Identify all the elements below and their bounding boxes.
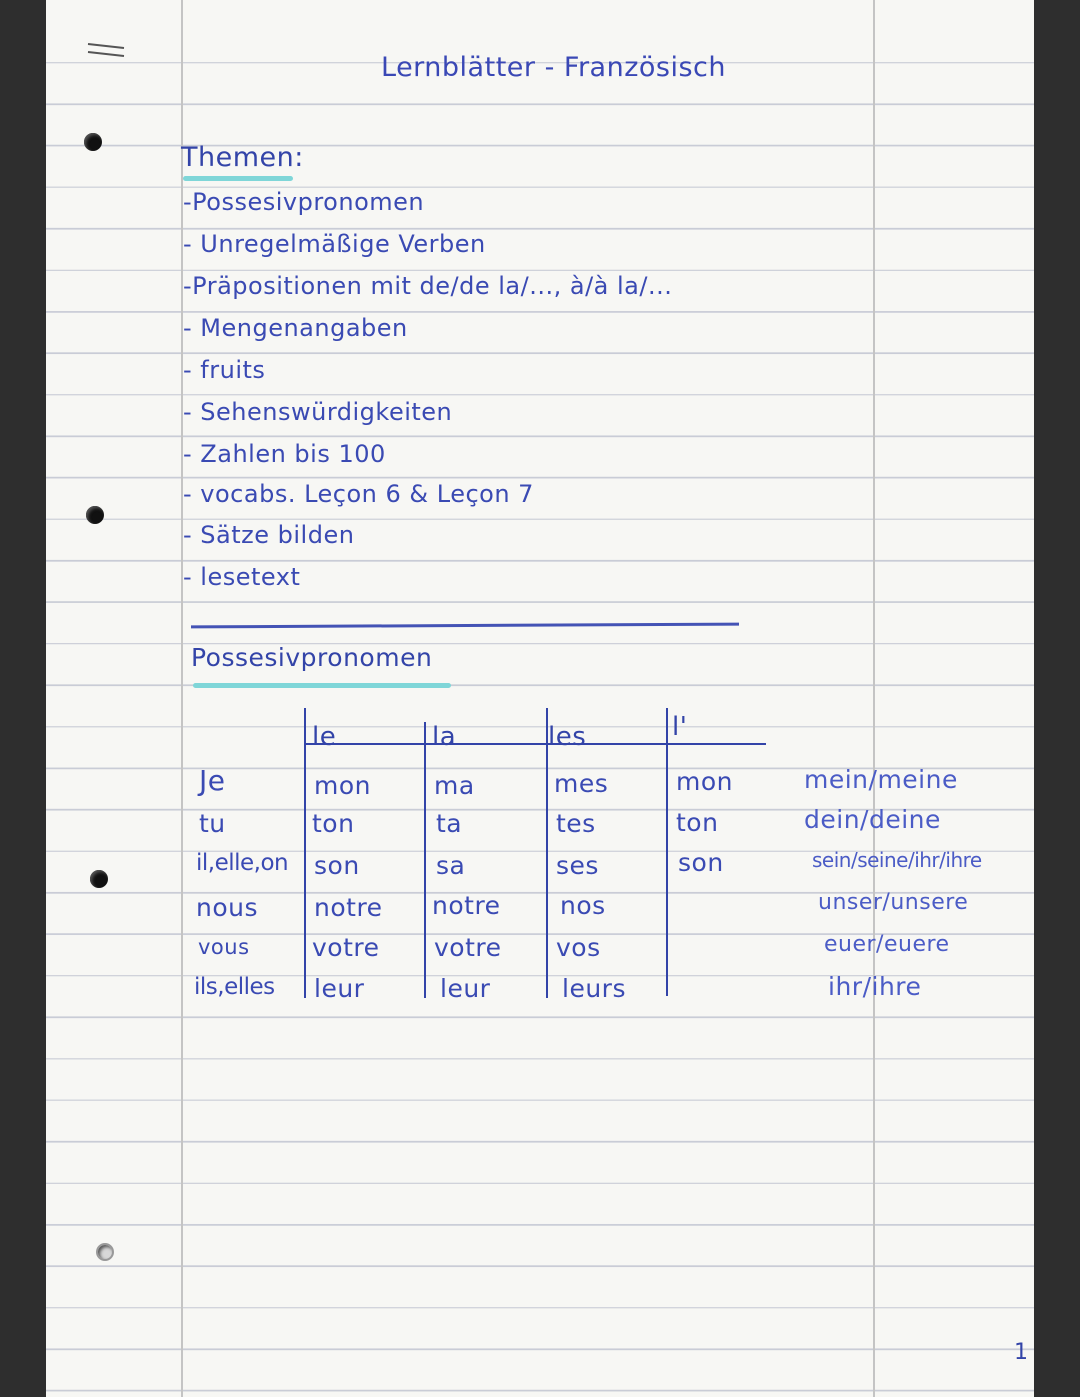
topic-item: - lesetext	[183, 563, 301, 591]
topic-item: - vocabs. Leçon 6 & Leçon 7	[183, 480, 534, 508]
section-title-highlight	[193, 683, 451, 688]
table-cell-pronoun: nous	[196, 893, 259, 922]
table-cell-german: mein/meine	[804, 765, 958, 794]
punch-hole	[90, 870, 108, 888]
table-column-divider	[304, 708, 306, 998]
table-header-line	[304, 743, 766, 745]
table-cell-la: ta	[436, 809, 463, 838]
table-cell-les: nos	[560, 891, 606, 920]
table-cell-le: son	[314, 851, 360, 880]
pen-scribble-mark	[86, 34, 126, 64]
topic-item: - Zahlen bis 100	[183, 440, 386, 468]
table-cell-les: tes	[556, 809, 596, 838]
section-separator	[191, 623, 739, 629]
table-cell-german: dein/deine	[804, 805, 941, 834]
topic-item: - Unregelmäßige Verben	[183, 230, 486, 258]
table-header-la: la	[432, 722, 457, 752]
topic-item: - fruits	[183, 356, 266, 384]
table-cell-pronoun: il,elle,on	[196, 850, 289, 876]
topic-item: - Sehenswürdigkeiten	[183, 398, 453, 426]
table-cell-pronoun: Je	[199, 764, 226, 797]
table-column-divider	[424, 722, 426, 998]
table-cell-german: euer/euere	[824, 932, 950, 957]
topics-heading: Themen:	[181, 142, 304, 173]
topic-item: -Possesivpronomen	[183, 188, 425, 216]
topic-item: - Mengenangaben	[183, 314, 408, 342]
right-margin-line	[873, 0, 875, 1397]
page-number: 1	[1014, 1340, 1029, 1365]
table-cell-la: sa	[436, 851, 466, 880]
table-cell-german: sein/seine/ihr/ihre	[812, 848, 982, 872]
table-cell-les: mes	[554, 769, 609, 798]
table-cell-pronoun: tu	[199, 809, 226, 838]
table-column-divider	[666, 708, 668, 996]
punch-hole	[86, 506, 104, 524]
table-cell-le: leur	[314, 974, 365, 1003]
table-cell-les: ses	[556, 851, 599, 880]
table-cell-pronoun: ils,elles	[194, 974, 275, 1000]
table-cell-german: unser/unsere	[818, 890, 969, 915]
notebook-page	[46, 0, 1034, 1397]
table-cell-le: ton	[312, 809, 355, 838]
table-cell-la: ma	[434, 771, 475, 800]
table-cell-pronoun: vous	[198, 935, 250, 959]
table-cell-le: mon	[314, 771, 371, 800]
table-cell-l: mon	[676, 767, 733, 796]
topic-item: -Präpositionen mit de/de la/..., à/à la/...	[183, 272, 673, 300]
table-cell-l: son	[678, 848, 724, 877]
table-header-le: le	[312, 722, 337, 752]
table-header-les: les	[548, 722, 587, 752]
table-cell-la: votre	[434, 933, 502, 962]
table-header-l-apostrophe: l'	[672, 712, 688, 742]
table-cell-la: notre	[432, 891, 501, 920]
table-cell-les: vos	[556, 933, 601, 962]
table-cell-l: ton	[676, 808, 719, 837]
topics-heading-highlight	[183, 176, 293, 181]
table-cell-le: notre	[314, 893, 383, 922]
page-title: Lernblätter - Französisch	[381, 52, 727, 83]
punch-hole	[96, 1243, 114, 1261]
table-cell-le: votre	[312, 933, 380, 962]
topic-item: - Sätze bilden	[183, 521, 355, 549]
table-cell-les: leurs	[562, 974, 626, 1003]
table-cell-la: leur	[440, 974, 491, 1003]
section-title: Possesivpronomen	[191, 643, 433, 672]
table-cell-german: ihr/ihre	[828, 972, 922, 1001]
punch-hole	[84, 133, 102, 151]
